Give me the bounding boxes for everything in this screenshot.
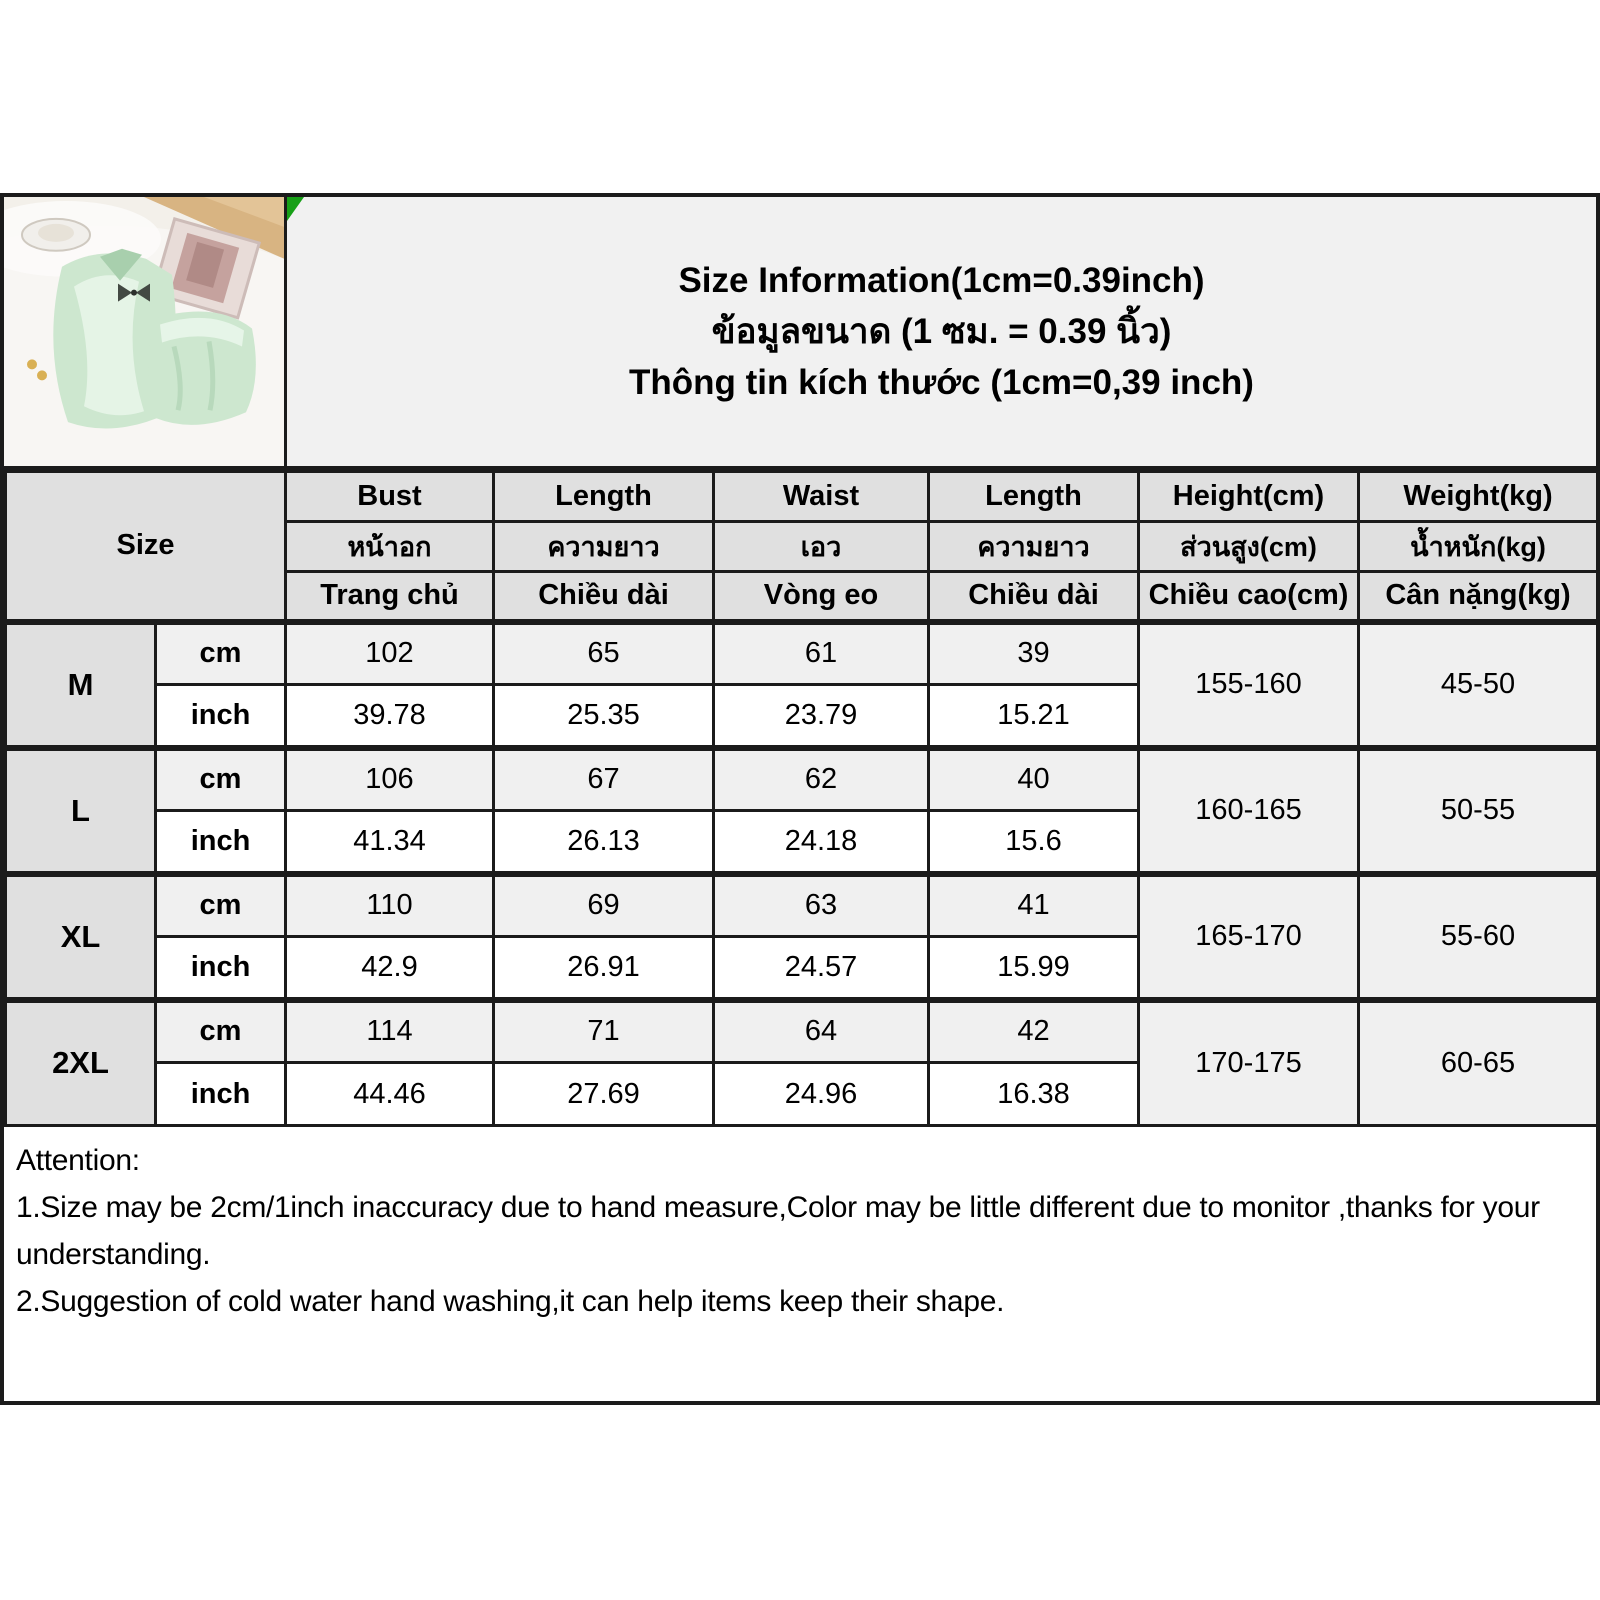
header-length1-th: ความยาว xyxy=(494,522,714,572)
header-length1-vi: Chiều dài xyxy=(494,572,714,622)
height-range: 160-165 xyxy=(1139,748,1359,874)
size-chart-panel xyxy=(0,193,1600,1405)
measurement-value: 106 xyxy=(286,748,494,811)
header-height-vi: Chiều cao(cm) xyxy=(1139,572,1359,622)
weight-range: 55-60 xyxy=(1359,874,1598,1000)
measurement-value: 15.6 xyxy=(929,811,1139,874)
measurement-value: 40 xyxy=(929,748,1139,811)
measurement-value: 41 xyxy=(929,874,1139,937)
measurement-value: 114 xyxy=(286,1000,494,1063)
unit-label: inch xyxy=(156,1063,286,1126)
product-photo xyxy=(4,197,287,466)
measurement-value: 24.57 xyxy=(714,937,929,1000)
measurement-value: 39 xyxy=(929,622,1139,685)
title-line-thai: ข้อมูลขนาด (1 ซม. = 0.39 นิ้ว) xyxy=(711,312,1172,351)
measurement-value: 16.38 xyxy=(929,1063,1139,1126)
size-label: XL xyxy=(6,874,156,1000)
header-length2-th: ความยาว xyxy=(929,522,1139,572)
pajama-set-illustration xyxy=(4,197,284,466)
measurement-value: 27.69 xyxy=(494,1063,714,1126)
size-label: L xyxy=(6,748,156,874)
measurement-value: 110 xyxy=(286,874,494,937)
unit-label: cm xyxy=(156,622,286,685)
measurement-value: 25.35 xyxy=(494,685,714,748)
measurement-value: 42.9 xyxy=(286,937,494,1000)
header-height-th: ส่วนสูง(cm) xyxy=(1139,522,1359,572)
header-waist-vi: Vòng eo xyxy=(714,572,929,622)
attention-heading: Attention: xyxy=(16,1144,140,1177)
weight-range: 50-55 xyxy=(1359,748,1598,874)
header-waist-th: เอว xyxy=(714,522,929,572)
header-bust-en: Bust xyxy=(286,472,494,522)
unit-label: inch xyxy=(156,685,286,748)
height-range: 170-175 xyxy=(1139,1000,1359,1126)
unit-label: cm xyxy=(156,748,286,811)
green-corner-accent xyxy=(287,197,304,221)
measurement-value: 69 xyxy=(494,874,714,937)
size-table xyxy=(4,470,1599,1127)
size-label: 2XL xyxy=(6,1000,156,1126)
measurement-value: 67 xyxy=(494,748,714,811)
header-bust-vi: Trang chủ xyxy=(286,572,494,622)
unit-label: cm xyxy=(156,874,286,937)
measurement-value: 26.13 xyxy=(494,811,714,874)
measurement-value: 15.99 xyxy=(929,937,1139,1000)
measurement-value: 39.78 xyxy=(286,685,494,748)
measurement-value: 23.79 xyxy=(714,685,929,748)
measurement-value: 24.96 xyxy=(714,1063,929,1126)
weight-range: 45-50 xyxy=(1359,622,1598,748)
header-length2-en: Length xyxy=(929,472,1139,522)
measurement-value: 65 xyxy=(494,622,714,685)
title-block xyxy=(287,197,1596,466)
header-weight-en: Weight(kg) xyxy=(1359,472,1598,522)
unit-label: inch xyxy=(156,811,286,874)
weight-range: 60-65 xyxy=(1359,1000,1598,1126)
measurement-value: 102 xyxy=(286,622,494,685)
header-row xyxy=(4,197,1596,470)
measurement-value: 44.46 xyxy=(286,1063,494,1126)
title-line-vietnamese: Thông tin kích thước (1cm=0,39 inch) xyxy=(629,363,1254,402)
measurement-value: 71 xyxy=(494,1000,714,1063)
measurement-value: 41.34 xyxy=(286,811,494,874)
attention-block xyxy=(4,1127,1596,1401)
header-bust-th: หน้าอก xyxy=(286,522,494,572)
measurement-value: 26.91 xyxy=(494,937,714,1000)
header-length2-vi: Chiều dài xyxy=(929,572,1139,622)
measurement-value: 15.21 xyxy=(929,685,1139,748)
height-range: 155-160 xyxy=(1139,622,1359,748)
title-line-english: Size Information(1cm=0.39inch) xyxy=(678,261,1205,300)
unit-label: cm xyxy=(156,1000,286,1063)
attention-note-1: 1.Size may be 2cm/1inch inaccuracy due to hand measure,Color may be little different due to monitor ,thanks for your understanding. xyxy=(16,1191,1540,1271)
measurement-value: 63 xyxy=(714,874,929,937)
height-range: 165-170 xyxy=(1139,874,1359,1000)
header-weight-vi: Cân nặng(kg) xyxy=(1359,572,1598,622)
header-length1-en: Length xyxy=(494,472,714,522)
header-height-en: Height(cm) xyxy=(1139,472,1359,522)
measurement-value: 24.18 xyxy=(714,811,929,874)
size-label: M xyxy=(6,622,156,748)
unit-label: inch xyxy=(156,937,286,1000)
size-header: Size xyxy=(6,472,286,622)
measurement-value: 62 xyxy=(714,748,929,811)
measurement-value: 61 xyxy=(714,622,929,685)
header-weight-th: น้ำหนัก(kg) xyxy=(1359,522,1598,572)
attention-note-2: 2.Suggestion of cold water hand washing,it can help items keep their shape. xyxy=(16,1285,1005,1318)
measurement-value: 42 xyxy=(929,1000,1139,1063)
header-waist-en: Waist xyxy=(714,472,929,522)
measurement-value: 64 xyxy=(714,1000,929,1063)
